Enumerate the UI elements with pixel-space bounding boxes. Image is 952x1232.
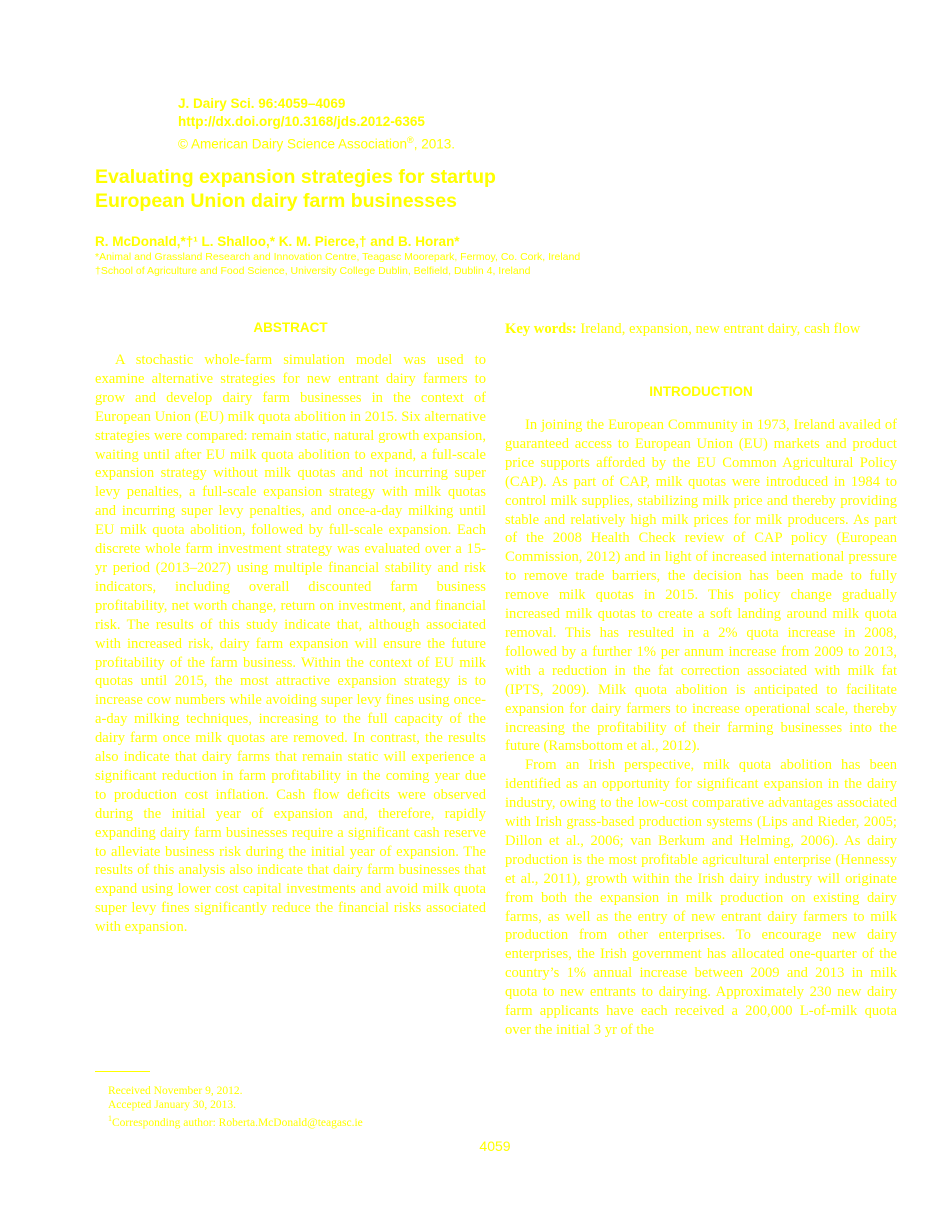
page-number: 4059 bbox=[479, 1138, 511, 1154]
introduction-heading: INTRODUCTION bbox=[649, 384, 753, 399]
keywords bbox=[505, 320, 897, 339]
footnote-mark: 1 bbox=[108, 1114, 112, 1124]
footnote-divider bbox=[95, 1071, 150, 1072]
abstract-text: A stochastic whole-farm simulation model was used to examine alternative strategies for new entrant dairy farmers to grow and develop dairy farm businesses in the context of European Union (EU) milk quota abolition in 2015. Six alternative strategies were compared: remain static, natural growth expansion, waiting until after EU milk quota abolition to expand, a full-scale expansion strategy without milk quotas and not incurring super levy penalties, a full-scale expansion strategy with milk quotas and incurring super levy penalties, and once-a-day milking until EU milk quota abolition, followed by full-scale expansion. Each discrete whole farm investment strategy was evaluated over a 15-yr period (2013–2027) using multiple financial stability and risk indicators, including overall discounted farm business profitability, net worth change, return on investment, and financial risk. The results of this study indicate that, although associated with increased risk, dairy farm expansion will ensure the future profitability of the farm business. Within the context of EU milk quotas until 2015, the most attractive expansion strategy is to increase cow numbers while avoiding super levy fines using once-a-day milking techniques, increasing to the full capacity of the dairy farm once milk quotas are removed. In contrast, the results also indicate that dairy farms that remain static will experience a significant reduction in farm profitability in the coming year due to production cost inflation. Cash flow deficits were observed during the initial year of expansion and, therefore, rapidly expanding dairy farm businesses require a significant cash reserve to alleviate business risk during the initial year of expansion. The results of this analysis also indicate that dairy farm businesses that expand using lower cost capital investments and avoid milk quota super levy fines significantly reduce the financial risks associated with expansion. bbox=[95, 352, 486, 936]
keywords-label: Key words: bbox=[505, 321, 577, 337]
intro-paragraph-2: From an Irish perspective, milk quota abolition has been identified as an opportunity for significant expansion in the dairy industry, owing to the low-cost comparative advantages associated with Irish grass-based production systems (Lips and Rieder, 2005; Dillon et al., 2006; van Berkum and Helming, 2006). As dairy production is the most profitable agricultural enterprise (Hennessy et al., 2011), growth within the Irish dairy industry will originate from both the expansion in milk production on existing dairy farms, as well as the entry of new entrant dairy farmers to milk production from other enterprises. To encourage new dairy enterprises, the Irish government has allocated one-quarter of the country’s 1% annual increase between 2009 and 2013 in milk quota to new entrants to dairying. Approximately 230 new dairy farm applicants have each received a 200,000 L-of-milk quota over the initial 3 yr of the bbox=[505, 757, 897, 1038]
footnotes bbox=[108, 1084, 488, 1130]
affiliation-2: †School of Agriculture and Food Science, University College Dublin, Belfield, Dublin 4, Ireland bbox=[95, 265, 531, 277]
author-list: R. McDonald,*†¹ L. Shalloo,* K. M. Pierce,† and B. Horan* bbox=[95, 234, 460, 249]
affiliation-1: *Animal and Grassland Research and Innovation Centre, Teagasc Moorepark, Fermoy, Co. Cork, Ireland bbox=[95, 251, 581, 263]
journal-citation: J. Dairy Sci. 96:4059–4069 bbox=[178, 96, 346, 111]
copyright-line bbox=[178, 131, 678, 154]
title-line-2: European Union dairy farm businesses bbox=[95, 190, 457, 212]
affiliations bbox=[95, 250, 795, 278]
corresponding-author-text: Corresponding author: Roberta.McDonald@teagasc.ie bbox=[112, 1117, 363, 1130]
intro-paragraph-1: In joining the European Community in 1973, Ireland availed of guaranteed access to European Union (EU) markets and product price supports afforded by the EU Common Agricultural Policy (CAP). As part of CAP, milk quotas were introduced in 1984 to control milk supplies, stabilizing milk price and thereby providing stable and relatively high milk prices for milk producers. As part of the 2008 Health Check review of CAP policy (European Commission, 2012) and in light of increased international pressure to remove trade barriers, the decision has been made to fully remove milk quotas in 2015. This policy change gradually increased milk quotas to create a soft landing around milk quota removal. This has resulted in a 2% quota increase in 2008, followed by a further 1% per annum increase from 2009 to 2013, with a reduction in the fat correction associated with milk fat (IPTS, 2009). Milk quota abolition is anticipated to facilitate expansion for dairy farmers to increase operational scale, thereby increasing the profitability of their farming businesses into the future (Ramsbottom et al., 2012). bbox=[505, 417, 897, 755]
copyright-year: , 2013. bbox=[413, 136, 455, 152]
keywords-text: Ireland, expansion, new entrant dairy, cash flow bbox=[576, 321, 861, 337]
abstract-heading: ABSTRACT bbox=[253, 320, 328, 335]
article-title bbox=[95, 165, 655, 213]
corresponding-author bbox=[108, 1112, 488, 1130]
journal-header bbox=[178, 95, 678, 154]
copyright-prefix: © American Dairy Science Association bbox=[178, 136, 408, 152]
title-line-1: Evaluating expansion strategies for startup bbox=[95, 166, 496, 188]
introduction-body bbox=[505, 416, 897, 1040]
received-date: Received November 9, 2012. bbox=[108, 1085, 243, 1097]
registered-mark: ® bbox=[407, 135, 414, 145]
accepted-date: Accepted January 30, 2013. bbox=[108, 1099, 237, 1112]
doi-link[interactable]: http://dx.doi.org/10.3168/jds.2012-6365 bbox=[178, 114, 425, 129]
